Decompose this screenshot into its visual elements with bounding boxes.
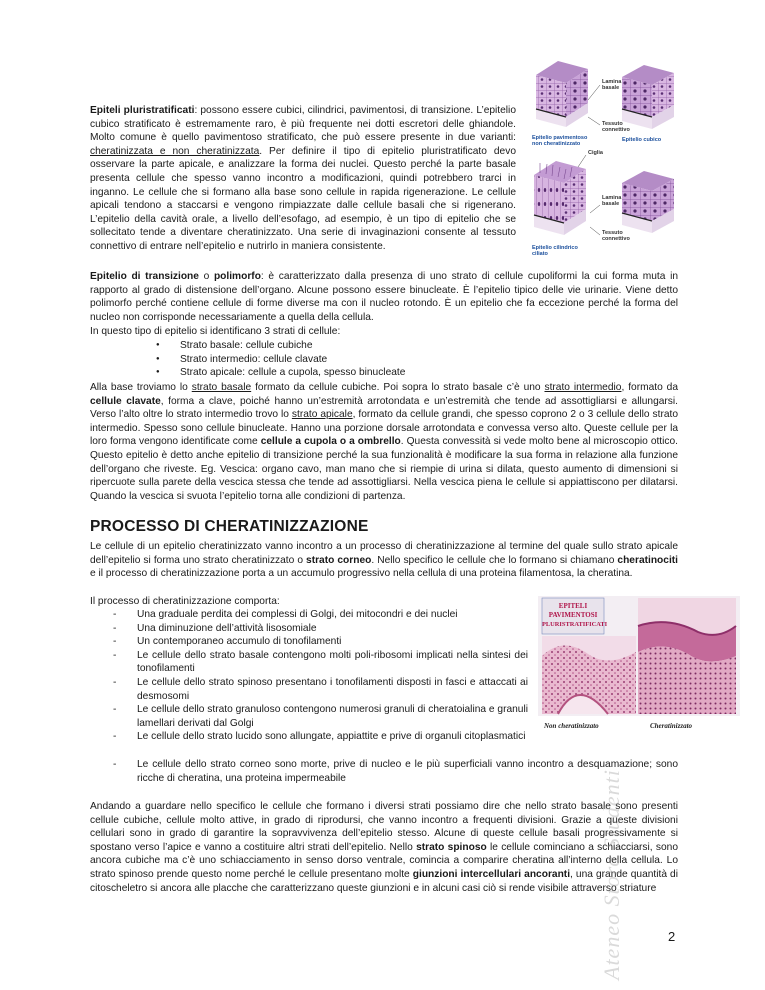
list-item: - Le cellule dello strato corneo sono morte, prive di nucleo e le più superficiali vanno incontro a desquamazione; sono ricche di cheratina, una proteina impermeabile bbox=[113, 758, 678, 785]
underlined-term: strato apicale bbox=[291, 409, 353, 421]
bold-term: giunzioni intercellulari ancoranti bbox=[412, 868, 571, 880]
underlined-term: cheratinizzata e non cheratinizzata bbox=[90, 145, 260, 157]
underlined-term: strato basale bbox=[191, 382, 252, 393]
transizione-strata-list bbox=[156, 339, 656, 380]
bold-term: strato corneo bbox=[306, 554, 372, 566]
watermark: Ateneo Store Studenti bbox=[599, 769, 624, 980]
list-item: - Una graduale perdita dei complessi di Golgi, dei mitocondri e dei nuclei bbox=[113, 608, 528, 622]
bold-term: polimorfo bbox=[213, 271, 261, 282]
text-run: . Per definire il tipo di epitelio pluristratificato devo osservare la parte apicale, e analizzare la forma dei nuclei. Questo perché la parte basale presenta cellule che spesso vanno incontro a modificazioni, quindi potrebbero trarci in inganno. Le cellule che si formano alla base sono cellule in rapida rigenerazione. Le cellule apicali tendono a staccarsi e vengono rimpiazzate dalle cellule basali che si rigenerano. L’epitelio della cavità orale, a livello dell’esofago, ad esempio, è un tipo di epitelio che se sollecitato tende a diventare cheratinizzato. Una serie di invaginazioni consente al tessuto connettivo di entrare nell’epitelio e nutrirlo in maniera consistente. bbox=[90, 145, 516, 252]
list-item: ● Strato basale: cellule cubiche bbox=[156, 339, 656, 353]
cheratinizzazione-list-last bbox=[113, 758, 678, 785]
list-item: - Le cellule dello strato spinoso presentano i tonofilamenti disposti in fasci e attaccati ai desmosomi bbox=[113, 676, 528, 703]
section-title-cheratinizzazione: PROCESSO DI CHERATINIZZAZIONE bbox=[90, 518, 369, 535]
paragraph-epitelio-transizione bbox=[90, 270, 678, 324]
label-epitelio-cilindrico: Epitelio cilindrico ciliato bbox=[532, 245, 578, 257]
text-run: Le cellule di un epitelio cheratinizzato vanno incontro a un processo di cheratinizzazione al termine del quale sullo strato apicale dell’epitelio si forma uno strato cheratinizzato o bbox=[90, 541, 678, 566]
histology-title-2: PAVIMENTOSI bbox=[548, 611, 598, 619]
text-run: , una grande quantità di citoscheletro si ancora alle placche che caratterizzano queste giunzioni e in alcuni casi ciò si rende visibile attraverso striature bbox=[90, 868, 678, 894]
label-non-cheratinizzato: Non cheratinizzato bbox=[544, 722, 599, 730]
page-number: 2 bbox=[668, 929, 676, 944]
epithelia-diagram-figure bbox=[530, 55, 680, 265]
histology-title-1: EPITELI bbox=[558, 602, 588, 610]
bold-term: cellule a cupola o a ombrello bbox=[260, 436, 401, 448]
text-run: : possono essere cubici, cilindrici, pavimentosi, di transizione. L’epitelio cubico stratificato è estremamente raro, è più frequente nei dotti escretori delle ghiandole. Molto comune è quello pavimentoso stratificato, che può essere presente in due varianti: bbox=[90, 105, 516, 144]
paragraph-strati-transizione bbox=[90, 381, 678, 503]
text-run: formato da cellule cubiche. Poi sopra lo strato basale c’è uno bbox=[251, 382, 545, 393]
underlined-term: strato intermedio bbox=[544, 382, 622, 393]
text-run: Alla base troviamo lo bbox=[90, 382, 192, 393]
list-item: - Le cellule dello strato lucido sono allungate, appiattite e prive di organuli citoplasmatici bbox=[113, 730, 528, 744]
label-epitelio-cubico: Epitelio cubico bbox=[622, 137, 662, 143]
text-run: , formato da bbox=[621, 382, 678, 393]
label-ciglia: Ciglia bbox=[588, 150, 603, 156]
text-run: e il processo di cheratinizzazione porta a un accumulo progressivo nella cellula di una proteina filamentosa, la cheratina. bbox=[90, 568, 633, 580]
label-lamina-basale-2: Lamina basale bbox=[602, 195, 622, 207]
list-item: - Una diminuzione dell’attività lisosomiale bbox=[113, 622, 528, 636]
bold-term: cheratinociti bbox=[617, 554, 678, 566]
bold-term: Epitelio di transizione bbox=[90, 271, 199, 282]
list-item: ● Strato intermedio: cellule clavate bbox=[156, 353, 656, 367]
paragraph-strati-cellule bbox=[90, 800, 678, 895]
text-run: , forma a clave, poiché hanno un’estremità arrotondata e un’estremità che tende ad assottigliarsi e allungarsi. Verso l’alto oltre lo strato intermedio trovo lo bbox=[90, 395, 678, 421]
list-item: - Un contemporaneo accumulo di tonofilamenti bbox=[113, 635, 528, 649]
label-cheratinizzato: Cheratinizzato bbox=[650, 722, 693, 730]
text-run: Andando a guardare nello specifico le cellule che formano i diversi strati possiamo dire che nello strato basale sono presenti cellule cubiche, cellule molto attive, in grado di riprodursi, che vanno incontro a frequenti divisioni. Grazie a queste divisioni cellulari sono in grado di garantire la sopravvivenza dell’epitelio stesso. Alcune di queste cellule basali progressivamente si spostano verso l’apice e vanno a costituire altri strati dell’epitelio. Nello bbox=[90, 801, 678, 853]
label-tessuto-connettivo-2: Tessuto connettivo bbox=[602, 230, 630, 242]
text-run: : è caratterizzato dalla presenza di uno strato di cellule cupoliformi la cui forma muta in rapporto al grado di distensione dell’organo. Alcune possono essere binucleate. È l’epitelio tipico delle vie urinarie. Viene detto polimorfo perché contiene cellule di forme diverse ma con il nucleo rotondo. È un epitelio che fa eccezione perché la forma del nucleo non corrisponde necessariamente a quella della cellula. bbox=[90, 271, 678, 323]
list-item: ● Strato apicale: cellule a cupola, spesso binucleate bbox=[156, 366, 656, 380]
bold-term: cellule clavate bbox=[90, 395, 161, 407]
bold-term: strato spinoso bbox=[416, 841, 487, 853]
list-item: - Le cellule dello strato granuloso contengono numerosi granuli di cheratoialina e granuli lamellari derivati dal Golgi bbox=[113, 703, 528, 730]
paragraph-epiteli-pluristratificati bbox=[90, 104, 516, 254]
label-tessuto-connettivo-1: Tessuto connettivo bbox=[602, 121, 630, 133]
list-item: - Le cellule dello strato basale contengono molti poli-ribosomi implicati nella sintesi dei tonofilamenti bbox=[113, 649, 528, 676]
paragraph-cheratinizzazione bbox=[90, 540, 678, 581]
bold-term: Epiteli pluristratificati bbox=[90, 105, 195, 116]
label-lamina-basale-1: Lamina basale bbox=[602, 79, 622, 91]
transizione-intro: In questo tipo di epitelio si identificano 3 strati di cellule: bbox=[90, 326, 341, 337]
text-run: . Nello specifico le cellule che lo formano si chiamano bbox=[371, 554, 618, 566]
cheratinizzazione-list bbox=[113, 608, 528, 744]
text-run: . Questa convessità si vede molto bene al microscopio ottico. Questo epitelio è detto anche epitelio di transizione perché la sua funzionalità è modificare la sua forma in relazione alla funzione dell’organo che riveste. Eg. Vescica: organo cavo, man mano che si riempie di urina si dilata, questo aumento di dimensioni si ripercuote sulla parete della vescica stessa che tende ad assottigliarsi. Nella vescica piena le cellule si appiattiscono per dilatarsi. Quando la vescica si svuota l’epitelio torna alle condizioni di partenza. bbox=[90, 436, 678, 502]
text-run: le cellule cominciano a schiacciarsi, sono ancora cubiche ma c’è uno schiacciamento in senso dorso ventrale, comincia a comparire cheratina all’interno della cellula. Lo strato spinoso prende questo nome perché le cellule presentano molte bbox=[90, 841, 678, 880]
label-epitelio-pavimentoso: Epitelio pavimentoso non cheratinizzato bbox=[532, 135, 588, 147]
text-run: o bbox=[198, 271, 214, 282]
text-run: , formato da cellule grandi, che spesso coprono 2 o 3 cellule dello strato intermedio. Spesso sono cellule binucleate. Hanno una porzione dorsale arrotondata e convessa verso alto. Queste cellule per la loro forma vengono identificate come bbox=[90, 409, 679, 448]
cheratinizzazione-intro: Il processo di cheratinizzazione comporta: bbox=[90, 596, 280, 607]
histology-title-3: PLURISTRATIFICATI bbox=[542, 621, 608, 628]
